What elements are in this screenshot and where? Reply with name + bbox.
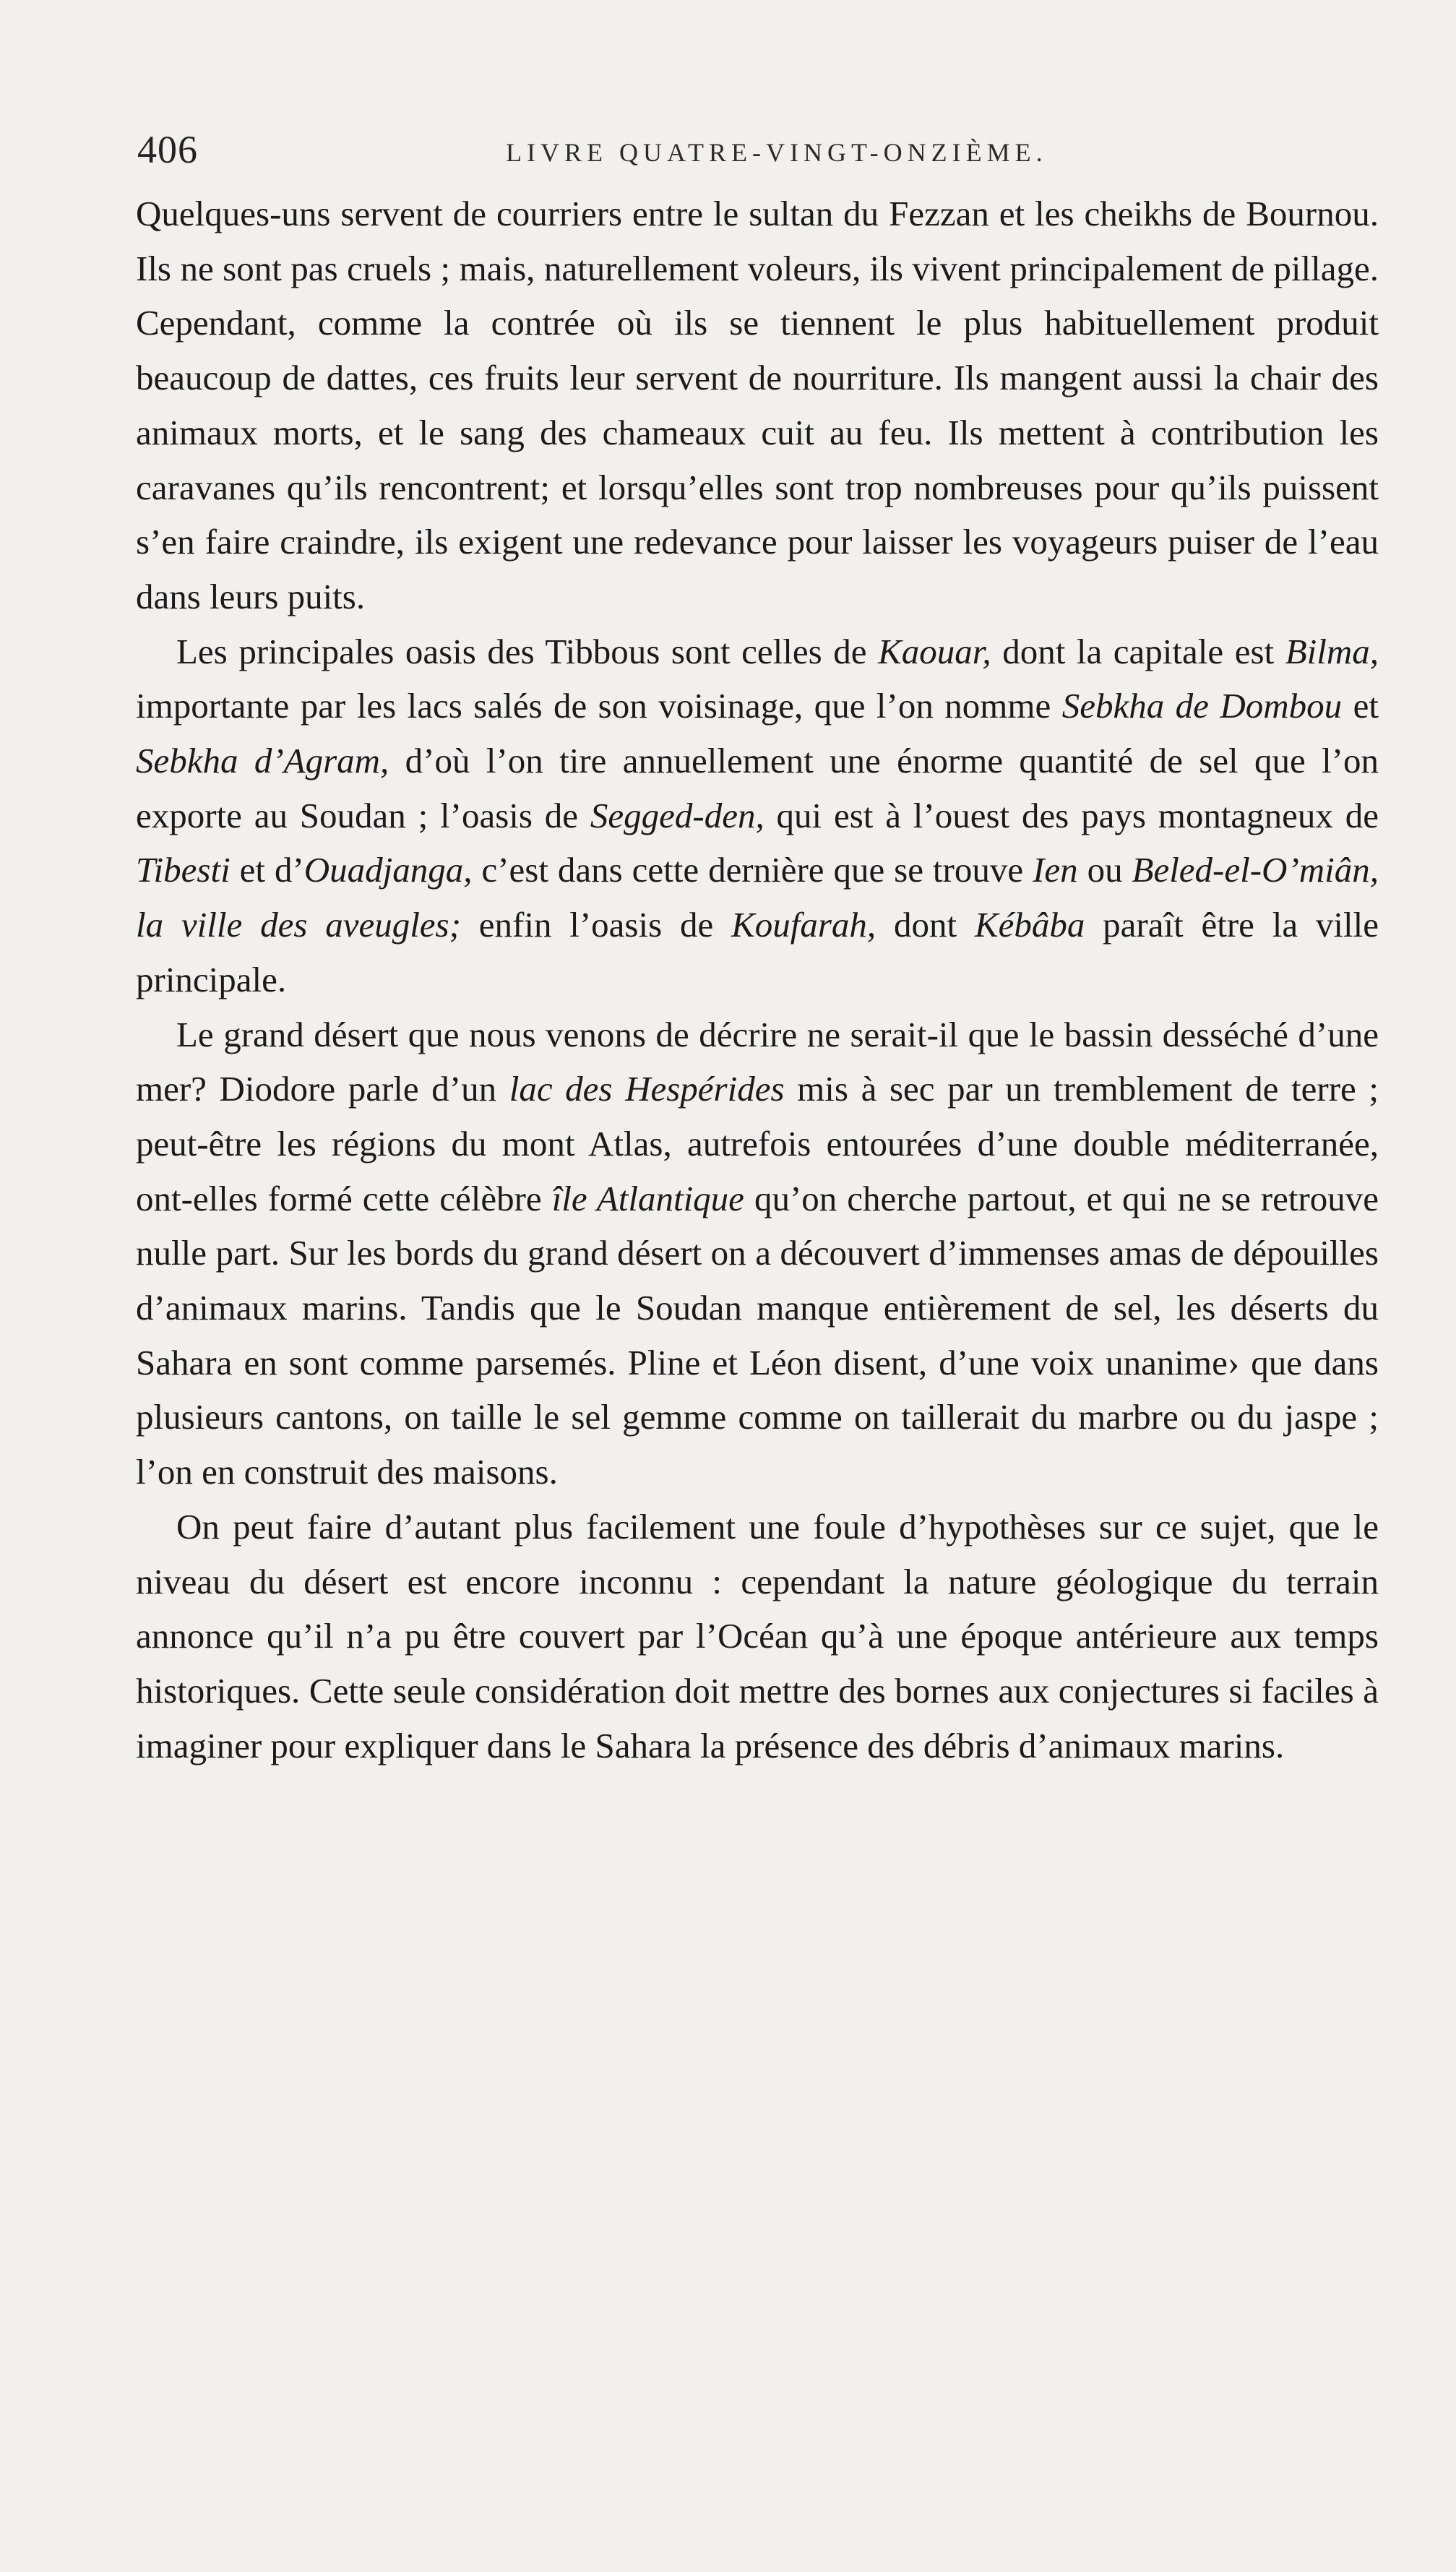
text-run: et <box>1342 686 1379 726</box>
page-number: 406 <box>137 128 198 171</box>
italic-term: Koufarah, <box>731 905 876 945</box>
text-run: dont la capitale est <box>991 631 1285 671</box>
italic-term: Bilma, <box>1285 631 1379 671</box>
italic-term: île Atlantique <box>551 1178 744 1218</box>
paragraph <box>136 624 1379 1007</box>
text-run: importante par les lacs salés de son voisinage, que l’on nomme <box>136 686 1062 726</box>
italic-term: Tibesti <box>136 850 231 890</box>
italic-term: lac des Hespérides <box>509 1069 785 1109</box>
text-run: Quelques-uns servent de courriers entre le sultan du Fezzan et les cheikhs de Bournou. Ils ne sont pas cruels ; mais, naturellement voleurs, ils vivent principalement de pillage. Cependant, comme la contrée où ils se tiennent le plus habituellement produit beaucoup de dattes, ces fruits leur servent de nourriture. Ils mangent aussi la chair des animaux morts, et le sang des chameaux cuit au feu. Ils mettent à contribution les caravanes qu’ils rencontrent; et lorsqu’elles sont trop nombreuses pour qu’ils puissent s’en faire craindre, ils exigent une redevance pour laisser les voyageurs puiser de l’eau dans leurs puits. <box>136 194 1379 616</box>
text-run: ou <box>1077 850 1132 890</box>
paragraph <box>136 1500 1379 1773</box>
italic-term: Beled-el-O’miân, la ville des aveugles; <box>136 850 1379 945</box>
text-run: qu’on cherche partout, et qui ne se retrouve nulle part. Sur les bords du grand désert on a découvert d’immenses amas de dépouilles d’animaux marins. Tandis que le Soudan manque entièrement de sel, les déserts du Sahara en sont comme parsemés. Pline et Léon disent, d’une voix unanime› que dans plusieurs cantons, on taille le sel gemme comme on taillerait du marbre ou du jaspe ; l’on en construit des maisons. <box>136 1178 1379 1492</box>
paragraph <box>136 186 1379 624</box>
text-run: enfin l’oasis de <box>460 905 732 945</box>
italic-term: Segged-den, <box>590 795 764 835</box>
text-run: c’est dans cette dernière que se trouve <box>472 850 1033 890</box>
text-run: et d’ <box>230 850 304 890</box>
paragraph <box>136 1007 1379 1500</box>
text-run: mis à sec par un tremblement de terre ; peut-être les régions du mont Atlas, autrefois entourées d’une double méditerranée, ont-elles formé cette célèbre <box>136 1069 1379 1218</box>
text-run: dont <box>876 905 975 945</box>
italic-term: Sebkha d’Agram, <box>136 741 389 781</box>
text-run: Les principales oasis des Tibbous sont celles de <box>176 631 879 671</box>
italic-term: Sebkha de Dombou <box>1061 686 1343 726</box>
text-run: qui est à l’ouest des pays montagneux de <box>764 795 1379 835</box>
italic-term: Ouadjanga, <box>303 850 473 890</box>
italic-term: Kaouar, <box>878 631 991 671</box>
text-run: Le grand désert que nous venons de décrire ne serait-il que le bassin desséché d’une mer? Diodore parle d’un <box>136 1014 1379 1109</box>
text-run: On peut faire d’autant plus facilement une foule d’hypothèses sur ce sujet, que le niveau du désert est encore inconnu : cependant la nature géologique du terrain annonce qu’il n’a pu être couvert par l’Océan qu’à une époque antérieure aux temps historiques. Cette seule considération doit mettre des bornes aux conjectures si faciles à imaginer pour expliquer dans le Sahara la présence des débris d’animaux marins. <box>136 1506 1379 1765</box>
running-head: LIVRE QUATRE-VINGT-ONZIÈME. <box>506 138 1048 167</box>
body-text <box>136 186 1379 1773</box>
italic-term: Ien <box>1033 850 1078 890</box>
italic-term: Kébâba <box>974 905 1085 945</box>
text-run: paraît être la ville principale. <box>136 905 1379 999</box>
text-run: d’où l’on tire annuellement une énorme quantité de sel que l’on exporte au Soudan ; l’oasis de <box>136 741 1379 835</box>
